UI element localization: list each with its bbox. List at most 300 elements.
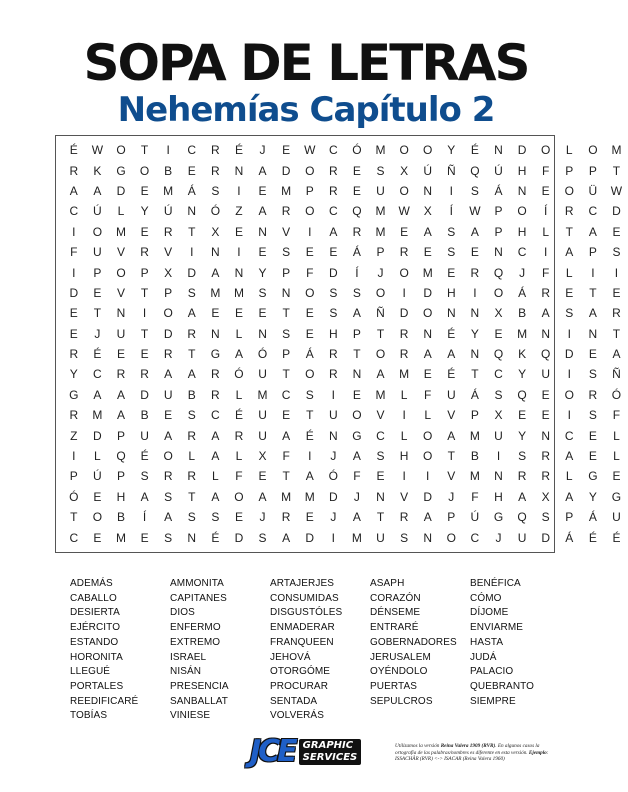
word-item: ENVIARME [470, 622, 524, 634]
grid-cell: A [423, 347, 432, 362]
grid-row [62, 262, 628, 282]
grid-cell: Y [258, 265, 267, 280]
grid-cell: D [140, 387, 149, 402]
word-item: NISÁN [170, 666, 202, 678]
word-item: OTORGÓME [270, 666, 331, 678]
grid-cell: N [494, 245, 503, 260]
grid-cell: Í [449, 204, 453, 219]
grid-cell: T [353, 347, 361, 362]
grid-cell: A [116, 387, 125, 402]
grid-cell: R [211, 163, 220, 178]
word-item: PROCURAR [270, 680, 329, 692]
grid-cell: D [399, 306, 409, 321]
grid-cell: S [329, 306, 338, 321]
grid-cell: P [282, 265, 291, 280]
word-item: JUDÁ [470, 651, 497, 663]
grid-cell: A [447, 347, 456, 362]
grid-cell: U [446, 387, 456, 402]
grid-cell: D [281, 163, 291, 178]
grid-cell: U [163, 387, 173, 402]
grid-row [62, 507, 628, 527]
grid-cell: K [93, 163, 102, 178]
grid-cell: T [612, 163, 621, 178]
grid-cell: Q [116, 449, 126, 464]
grid-cell: O [92, 510, 103, 525]
grid-cell: P [565, 510, 574, 525]
grid-cell: E [541, 387, 550, 402]
grid-cell: F [235, 469, 243, 484]
grid-cell: X [258, 449, 267, 464]
grid-cell: W [610, 183, 623, 198]
grid-cell: Q [470, 163, 480, 178]
grid-cell: A [164, 510, 173, 525]
grid-cell: Q [352, 204, 362, 219]
word-list [70, 577, 570, 724]
grid-cell: R [517, 469, 527, 484]
grid-cell: Á [494, 183, 503, 198]
grid-cell: S [352, 285, 361, 300]
grid-cell: S [376, 449, 385, 464]
grid-cell: T [447, 449, 455, 464]
grid-cell: O [163, 306, 173, 321]
grid-cell: É [588, 530, 597, 545]
word-item: CONSUMIDAS [270, 592, 339, 604]
grid-cell: Í [142, 510, 147, 525]
jce-logo [250, 735, 361, 769]
grid-cell: O [423, 306, 433, 321]
word-item: CAPITANES [170, 592, 227, 604]
grid-cell: I [402, 408, 406, 423]
grid-cell: S [140, 469, 149, 484]
letter-grid-box [55, 135, 623, 553]
grid-cell: M [375, 224, 386, 239]
grid-cell: E [282, 408, 291, 423]
grid-cell: L [613, 428, 620, 443]
word-item: ENTRARÉ [370, 622, 419, 634]
grid-cell: D [423, 285, 433, 300]
grid-cell: N [446, 306, 456, 321]
word-item: VOLVERÁS [270, 710, 324, 722]
grid-cell: A [258, 489, 267, 504]
word-item: ARTAJERJES [270, 578, 334, 589]
grid-cell: I [614, 265, 619, 280]
grid-cell: N [116, 306, 126, 321]
grid-cell: O [116, 143, 126, 158]
word-item: REEDIFICARÉ [70, 695, 139, 707]
grid-cell: Ñ [446, 163, 456, 178]
grid-cell: G [611, 489, 622, 504]
grid-cell: R [541, 449, 550, 464]
grid-cell: H [116, 489, 126, 504]
grid-cell: R [352, 224, 362, 239]
grid-cell: J [353, 489, 360, 504]
grid-cell: E [305, 510, 314, 525]
word-item: SIEMPRE [470, 695, 516, 707]
grid-cell: X [423, 204, 432, 219]
grid-cell: A [376, 367, 385, 382]
grid-cell: Y [447, 143, 456, 158]
grid-cell: N [494, 143, 503, 158]
grid-cell: Ó [234, 367, 244, 382]
grid-cell: M [611, 143, 622, 158]
grid-cell: T [282, 367, 290, 382]
grid-cell: E [93, 489, 102, 504]
grid-cell: M [281, 183, 292, 198]
word-item: DÍJOME [470, 607, 509, 619]
grid-cell: B [518, 306, 527, 321]
grid-cell: E [518, 408, 527, 423]
grid-cell: U [517, 530, 527, 545]
grid-cell: Y [518, 428, 527, 443]
grid-cell: S [187, 510, 196, 525]
grid-cell: P [93, 265, 102, 280]
version-note [395, 743, 555, 763]
grid-cell: Ú [423, 163, 433, 178]
word-item: DIOS [170, 607, 195, 619]
grid-cell: E [234, 224, 243, 239]
grid-cell: X [494, 408, 503, 423]
grid-cell: Y [69, 367, 78, 382]
grid-cell: R [140, 245, 149, 260]
grid-cell: U [258, 367, 267, 382]
grid-cell: B [187, 387, 196, 402]
grid-cell: L [400, 387, 408, 402]
grid-cell: S [588, 408, 597, 423]
grid-cell: D [163, 326, 173, 341]
grid-row [62, 364, 628, 384]
grid-cell: Á [588, 510, 597, 525]
word-item: SEPULCROS [370, 695, 433, 707]
grid-cell: V [447, 408, 456, 423]
grid-cell: I [72, 449, 76, 464]
grid-cell: Ü [588, 183, 598, 198]
grid-cell: R [163, 224, 173, 239]
grid-cell: E [612, 469, 621, 484]
word-item: ENMADERAR [270, 622, 335, 634]
grid-cell: R [69, 163, 79, 178]
grid-cell: E [305, 326, 314, 341]
grid-cell: N [588, 326, 598, 341]
grid-cell: Q [493, 265, 504, 280]
grid-cell: S [494, 387, 503, 402]
grid-cell: Q [517, 510, 527, 525]
grid-cell: C [187, 143, 197, 158]
grid-cell: U [541, 367, 550, 382]
grid-cell: A [612, 347, 621, 362]
grid-row [62, 140, 628, 160]
grid-cell: J [519, 265, 526, 280]
grid-cell: X [494, 306, 503, 321]
grid-cell: O [116, 265, 126, 280]
grid-cell: A [211, 489, 220, 504]
grid-cell: X [400, 163, 409, 178]
grid-cell: R [140, 367, 149, 382]
grid-cell: I [237, 245, 241, 260]
grid-cell: R [328, 347, 338, 362]
grid-cell: O [399, 265, 409, 280]
grid-cell: N [517, 183, 527, 198]
grid-cell: L [212, 469, 219, 484]
grid-cell: N [328, 428, 338, 443]
grid-cell: C [328, 143, 338, 158]
word-item: JEHOVÁ [270, 651, 311, 663]
grid-cell: T [376, 326, 385, 341]
grid-cell: O [541, 143, 551, 158]
grid-row [62, 344, 628, 364]
word-item: GOBERNADORES [370, 636, 457, 648]
grid-cell: E [376, 469, 385, 484]
word-item: ASAPH [370, 578, 405, 589]
grid-cell: Q [493, 347, 504, 362]
word-item: CÓMO [470, 592, 502, 604]
grid-cell: A [352, 306, 361, 321]
grid-cell: A [282, 428, 291, 443]
grid-cell: A [352, 510, 361, 525]
grid-cell: É [69, 143, 78, 158]
grid-cell: S [400, 530, 409, 545]
grid-cell: V [400, 489, 409, 504]
grid-cell: A [187, 367, 196, 382]
grid-cell: R [281, 510, 291, 525]
grid-cell: É [305, 428, 314, 443]
grid-cell: Z [235, 204, 243, 219]
grid-cell: C [470, 530, 480, 545]
grid-row [62, 446, 628, 466]
grid-cell: S [376, 163, 385, 178]
grid-cell: E [352, 387, 361, 402]
grid-cell: I [567, 408, 571, 423]
grid-cell: T [376, 510, 385, 525]
grid-cell: U [258, 408, 267, 423]
grid-cell: S [305, 387, 314, 402]
grid-row [62, 487, 628, 507]
grid-cell: T [188, 347, 196, 362]
grid-cell: I [449, 183, 453, 198]
grid-cell: S [164, 530, 173, 545]
grid-cell: E [258, 183, 267, 198]
grid-cell: E [588, 428, 597, 443]
grid-cell: R [612, 306, 621, 321]
grid-cell: R [211, 367, 220, 382]
grid-cell: V [116, 245, 125, 260]
word-item: ISRAEL [170, 651, 207, 663]
page-subtitle: Nehemías Capítulo 2 [117, 90, 495, 130]
word-item: PORTALES [70, 680, 124, 692]
grid-cell: J [259, 510, 266, 525]
grid-cell: A [116, 408, 125, 423]
grid-row [62, 527, 628, 547]
grid-cell: R [328, 163, 338, 178]
grid-cell: Á [187, 183, 196, 198]
word-item: TOBÍAS [70, 710, 108, 722]
grid-cell: H [399, 449, 409, 464]
grid-cell: G [69, 387, 79, 402]
grid-cell: I [166, 143, 170, 158]
grid-cell: E [140, 530, 149, 545]
grid-cell: N [187, 204, 197, 219]
grid-cell: É [234, 408, 243, 423]
grid-cell: E [470, 245, 479, 260]
grid-cell: I [72, 224, 76, 239]
grid-cell: E [93, 530, 102, 545]
grid-cell: F [306, 265, 314, 280]
grid-cell: H [446, 285, 456, 300]
grid-cell: F [612, 408, 621, 423]
word-column [370, 577, 470, 724]
grid-cell: M [469, 469, 480, 484]
grid-cell: E [329, 245, 338, 260]
grid-cell: S [258, 530, 267, 545]
grid-cell: C [69, 530, 79, 545]
grid-cell: S [211, 510, 220, 525]
word-item: DESIERTA [70, 607, 120, 619]
grid-cell: É [140, 449, 149, 464]
grid-cell: U [376, 183, 385, 198]
grid-cell: Á [352, 245, 361, 260]
grid-cell: G [210, 347, 221, 362]
grid-cell: S [211, 183, 220, 198]
grid-cell: C [564, 428, 574, 443]
grid-cell: Ñ [612, 367, 621, 382]
grid-cell: O [564, 183, 574, 198]
grid-cell: R [163, 347, 173, 362]
grid-cell: O [399, 143, 409, 158]
grid-cell: M [163, 183, 174, 198]
grid-cell: Z [70, 428, 78, 443]
grid-cell: I [473, 285, 477, 300]
grid-cell: O [163, 449, 173, 464]
grid-cell: R [328, 183, 338, 198]
grid-cell: P [69, 469, 78, 484]
word-item: DÉNSEME [370, 607, 421, 619]
grid-cell: F [353, 469, 361, 484]
grid-cell: M [517, 326, 528, 341]
grid-cell: R [116, 367, 126, 382]
grid-cell: A [282, 530, 291, 545]
word-item: BENÉFICA [470, 578, 521, 589]
word-item: CORAZÓN [370, 592, 421, 604]
word-item: HASTA [470, 636, 504, 648]
grid-cell: I [308, 224, 312, 239]
grid-row [62, 303, 628, 323]
grid-cell: A [258, 163, 267, 178]
grid-cell: T [565, 224, 573, 239]
grid-cell: I [567, 326, 571, 341]
grid-cell: P [140, 265, 149, 280]
grid-cell: V [282, 224, 291, 239]
grid-cell: M [304, 489, 315, 504]
grid-cell: L [235, 326, 243, 341]
grid-cell: L [613, 449, 620, 464]
note-line-2: la ortografía de las palabras/nombres es diferente en esta versión. [395, 743, 540, 756]
word-item: FRANQUEEN [270, 636, 334, 648]
word-item: PRESENCIA [170, 680, 229, 692]
letter-grid [62, 140, 628, 548]
grid-cell: N [541, 428, 550, 443]
grid-cell: P [116, 428, 125, 443]
word-item: SENTADA [270, 695, 318, 707]
grid-cell: J [94, 326, 101, 341]
grid-cell: I [331, 387, 335, 402]
grid-cell: D [93, 428, 102, 443]
grid-cell: O [375, 285, 386, 300]
grid-cell: A [211, 428, 220, 443]
grid-cell: O [493, 285, 504, 300]
grid-cell: A [187, 306, 196, 321]
grid-cell: U [116, 326, 126, 341]
grid-cell: N [211, 326, 220, 341]
grid-cell: J [330, 449, 337, 464]
grid-cell: L [235, 449, 243, 464]
word-item: PUERTAS [370, 680, 418, 692]
grid-row [62, 324, 628, 344]
grid-cell: T [188, 224, 196, 239]
word-item: EJÉRCITO [70, 622, 121, 634]
grid-cell: E [258, 469, 267, 484]
grid-cell: R [470, 265, 480, 280]
grid-cell: P [282, 347, 291, 362]
grid-cell: E [612, 224, 621, 239]
grid-cell: B [140, 408, 149, 423]
grid-cell: G [493, 510, 504, 525]
grid-cell: E [588, 449, 597, 464]
grid-cell: E [140, 347, 149, 362]
grid-cell: U [140, 428, 149, 443]
logo-line-1: GRAPHIC [302, 740, 354, 751]
grid-cell: C [69, 204, 79, 219]
word-item: LLEGUÉ [70, 666, 111, 678]
grid-cell: Á [518, 285, 527, 300]
grid-cell: Ú [163, 204, 173, 219]
grid-cell: O [588, 143, 598, 158]
grid-cell: D [234, 530, 244, 545]
grid-cell: A [258, 204, 267, 219]
note-suffix: . En algunos casos [495, 743, 535, 749]
grid-cell: L [94, 449, 101, 464]
grid-cell: Ñ [376, 306, 385, 321]
grid-cell: R [564, 204, 574, 219]
grid-cell: F [424, 387, 432, 402]
grid-cell: E [305, 245, 314, 260]
grid-cell: A [447, 428, 456, 443]
grid-cell: R [541, 469, 550, 484]
grid-cell: S [258, 285, 267, 300]
grid-cell: A [541, 306, 550, 321]
grid-cell: O [446, 530, 456, 545]
word-column [470, 577, 570, 724]
grid-cell: N [541, 326, 550, 341]
grid-cell: D [116, 183, 126, 198]
grid-cell: S [187, 408, 196, 423]
grid-cell: D [612, 204, 621, 219]
grid-cell: T [589, 285, 597, 300]
grid-cell: E [612, 285, 621, 300]
grid-cell: A [329, 224, 338, 239]
grid-cell: É [93, 347, 102, 362]
grid-cell: L [565, 469, 573, 484]
grid-cell: Ó [611, 387, 622, 402]
grid-cell: A [352, 449, 361, 464]
grid-cell: N [352, 367, 362, 382]
grid-row [62, 201, 628, 221]
grid-cell: A [140, 489, 149, 504]
grid-cell: T [612, 326, 621, 341]
grid-cell: P [447, 510, 456, 525]
grid-cell: É [447, 367, 456, 382]
grid-cell: D [517, 143, 527, 158]
grid-cell: T [93, 306, 102, 321]
grid-cell: T [140, 326, 149, 341]
